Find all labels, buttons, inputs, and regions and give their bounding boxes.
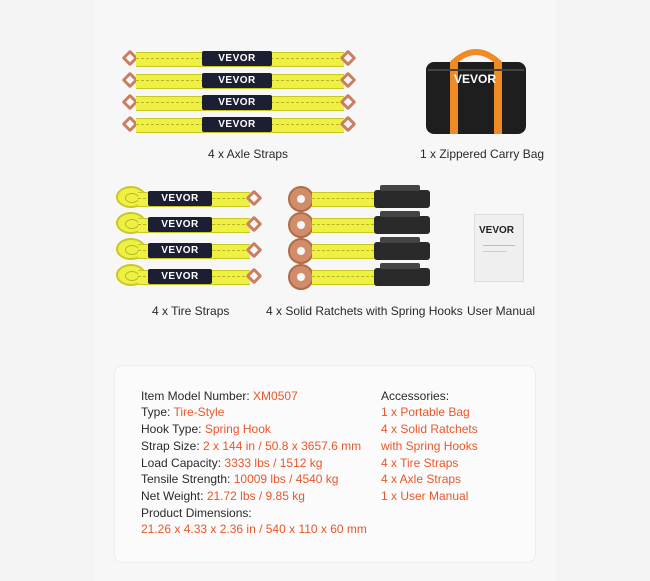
accessory-item: 1 x User Manual [381, 489, 469, 503]
spec-row: Type: Tire-Style [141, 405, 225, 419]
accessories-title: Accessories: [381, 389, 450, 403]
tire-straps-image: VEVOR VEVOR VEVOR VEVOR [114, 178, 264, 290]
spec-row: Hook Type: Spring Hook [141, 422, 271, 436]
accessory-item: 1 x Portable Bag [381, 405, 470, 419]
manual-brand: VEVOR [479, 225, 515, 236]
bag-icon [420, 44, 532, 136]
spec-row: 21.26 x 4.33 x 2.36 in / 540 x 110 x 60 mm [141, 522, 367, 536]
accessory-item: 4 x Axle Straps [381, 472, 462, 486]
spec-row: Strap Size: 2 x 144 in / 50.8 x 3657.6 mm [141, 439, 362, 453]
manual-caption: User Manual [467, 304, 536, 318]
axle-straps-caption: 4 x Axle Straps [208, 147, 289, 161]
tire-straps-caption: 4 x Tire Straps [152, 304, 230, 318]
ratchets-image [284, 180, 444, 292]
axle-straps-image: VEVOR VEVOR VEVOR VEVOR [122, 48, 358, 138]
user-manual-image [474, 214, 524, 282]
bag-brand: VEVOR [454, 72, 497, 86]
spec-row: Net Weight: 21.72 lbs / 9.85 kg [141, 489, 305, 503]
ratchets-caption: 4 x Solid Ratchets with Spring Hooks [266, 304, 463, 318]
carry-bag-caption: 1 x Zippered Carry Bag [420, 147, 545, 161]
spec-row: Tensile Strength: 10009 lbs / 4540 kg [141, 472, 339, 486]
spec-row: Item Model Number: XM0507 [141, 389, 298, 403]
spec-row: Product Dimensions: [141, 506, 252, 520]
accessory-item: with Spring Hooks [381, 439, 478, 453]
carry-bag-image [420, 44, 532, 136]
spec-row: Load Capacity: 3333 lbs / 1512 kg [141, 456, 323, 470]
accessory-item: 4 x Tire Straps [381, 456, 459, 470]
accessory-item: 4 x Solid Ratchets [381, 422, 478, 436]
